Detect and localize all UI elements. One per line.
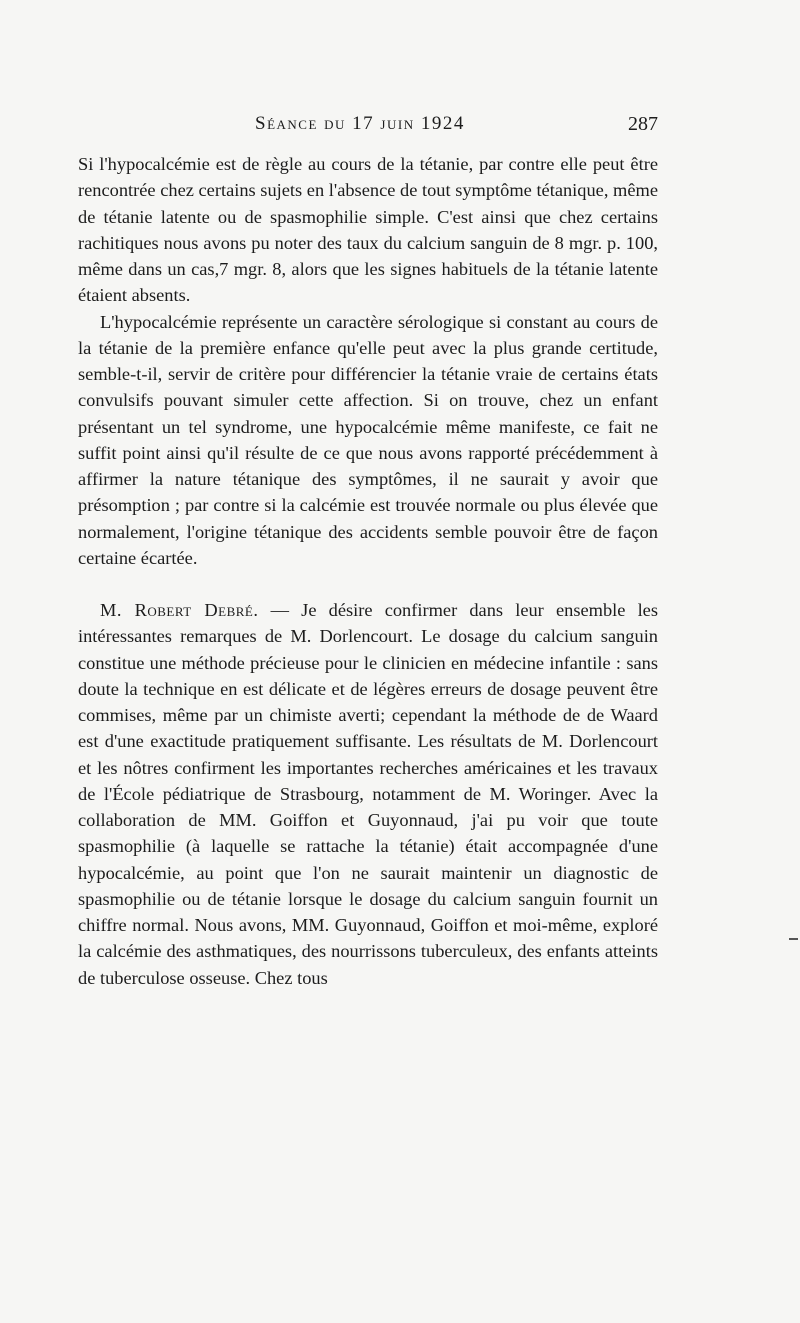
paragraph-3 — [78, 597, 658, 991]
document-page — [78, 0, 658, 1323]
speaker-name: M. Robert Debré. — [100, 600, 259, 620]
margin-dash-mark — [789, 938, 798, 940]
paragraph-2: L'hypocalcémie représente un caractère sérologique si constant au cours de la tétanie de la première enfance qu'elle peut avec la plus grande certitude, semble-t-il, servir de critère pour différencier la tétanie vraie de certains états convulsifs pouvant simuler cette affection. Si on trouve, chez un enfant présentant un tel syndrome, une hypocalcémie même manifeste, ce fait ne suffit point ainsi qu'il résulte de ce que nous avons rapporté précédemment à affirmer la nature tétanique des symptômes, il ne saurait y avoir que présomption ; par contre si la calcémie est trouvée normale ou plus élevée que normalement, l'origine tétanique des accidents semble pouvoir être de façon certaine écartée. — [78, 311, 658, 568]
running-header — [78, 113, 658, 137]
body-text — [78, 151, 658, 991]
paragraph-3-text: — Je désire confirmer dans leur ensemble les intéressantes remarques de M. Dorlencourt. Le dosage du calcium sanguin constitue une méthode précieuse pour le clinicien en médecine infantile : sans doute la technique en est délicate et de légères erreurs de dosage peuvent être commises, même par un chimiste averti; cependant la méthode de de Waard est d'une exactitude pratiquement suffisante. Les résultats de M. Dorlencourt et les nôtres confirment les importantes recherches américaines et les travaux de l'École pédiatrique de Strasbourg, notamment de M. Woringer. Avec la collaboration de MM. Goiffon et Guyonnaud, j'ai pu voir que toute spasmophilie (à laquelle se rattache la tétanie) était accompagnée d'une hypocalcémie, au point que l'on ne saurait maintenir un diagnostic de spasmophilie ou de tétanie lorsque le dosage du calcium sanguin fournit un chiffre normal. Nous avons, MM. Guyonnaud, Goiffon et moi-même, exploré la calcémie des asthmatiques, des nourrissons tuberculeux, des enfants atteints de tuberculose osseuse. Chez tous — [78, 600, 658, 988]
page-number: 287 — [628, 113, 658, 135]
paragraph-1: Si l'hypocalcémie est de règle au cours de la tétanie, par contre elle peut être rencontrée chez certains sujets en l'absence de tout symptôme tétanique, même de tétanie latente ou de spasmophilie simple. C'est ainsi que chez certains rachitiques nous avons pu noter des taux du calcium sanguin de 8 mgr. p. 100, même dans un cas,7 mgr. 8, alors que les signes habituels de la tétanie latente étaient absents. — [78, 154, 658, 306]
header-title: Séance du 17 juin 1924 — [255, 113, 465, 134]
